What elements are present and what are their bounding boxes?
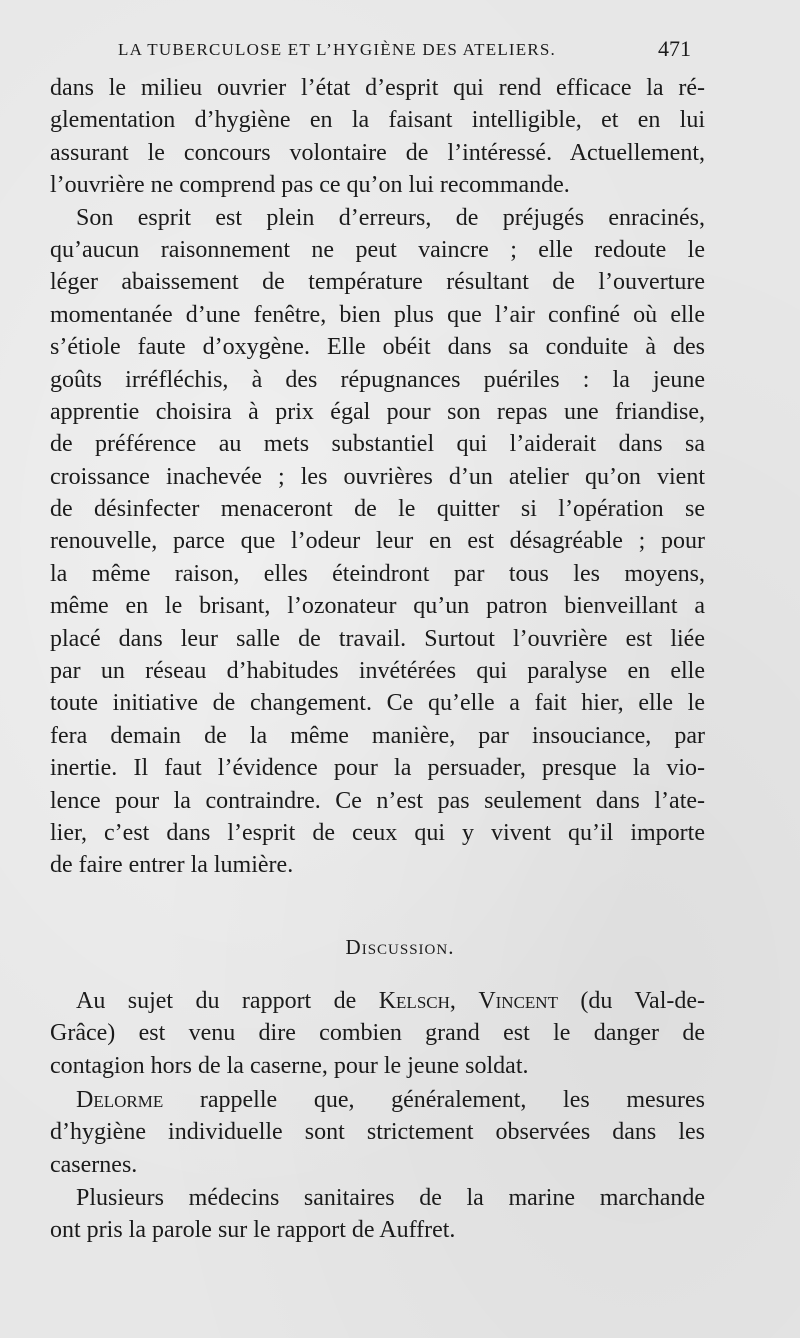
text-line: Plusieurs médecins sanitaires de la marine marchande (76, 1185, 705, 1211)
text-line: dans le milieu ouvrier l’état d’esprit qui rend efficace la ré- (50, 75, 705, 101)
section-heading-discussion: Discussion. (345, 935, 455, 959)
text-run: (du Val-de- (557, 988, 705, 1014)
text-line: d’hygiène individuelle sont strictement observées dans les (50, 1119, 705, 1146)
text-run: rappelle que, généralement, les mesures (163, 1087, 705, 1113)
text-line: apprentie choisira à prix égal pour son repas une friandise, (50, 398, 705, 425)
author-name: Delorme (76, 1087, 164, 1113)
text-line: la même raison, elles éteindront par tous les moyens, (50, 560, 705, 587)
text-line: inertie. Il faut l’évidence pour la persuader, presque la vio- (50, 755, 705, 782)
text-line: Grâce) est venu dire combien grand est le danger de (50, 1020, 705, 1047)
text-line: croissance inachevée ; les ouvrières d’un atelier qu’on vient (50, 463, 705, 490)
text-line: renouvelle, parce que l’odeur leur en est désagréable ; pour (50, 528, 705, 555)
text-line: glementation d’hygiène en la faisant intelligible, et en lui (50, 107, 705, 134)
page-number: 471 (658, 36, 691, 61)
text-line: lier, c’est dans l’esprit de ceux qui y vivent qu’il importe (50, 819, 705, 846)
text-line: de préférence au mets substantiel qui l’aiderait dans sa (50, 431, 705, 458)
paragraph-plusieurs (50, 1182, 705, 1247)
paragraph-delorme (50, 1084, 705, 1181)
text-line: s’étiole faute d’oxygène. Elle obéit dans sa conduite à des (50, 334, 705, 361)
author-name: Kelsch (378, 988, 450, 1014)
text-line: contagion hors de la caserne, pour le jeune soldat. (50, 1052, 529, 1079)
text-line: casernes. (50, 1151, 138, 1178)
text-line: léger abaissement de température résultant de l’ouverture (50, 269, 705, 296)
text-line (50, 1084, 705, 1116)
author-name: Vincent (478, 988, 558, 1014)
paragraph-kelsch (50, 985, 705, 1082)
text-run: Au sujet du rapport de (76, 988, 379, 1014)
text-line: goûts irréfléchis, à des répugnances puériles : la jeune (50, 366, 705, 393)
text-line: Son esprit est plein d’erreurs, de préjugés enracinés, (76, 204, 705, 231)
text-line: ont pris la parole sur le rapport de Auffret. (50, 1217, 456, 1244)
text-line: momentanée d’une fenêtre, bien plus que l’air confiné où elle (50, 301, 705, 328)
text-line: même en le brisant, l’ozonateur qu’un patron bienveillant a (50, 593, 705, 620)
text-line: toute initiative de changement. Ce qu’elle a fait hier, elle le (50, 690, 705, 717)
text-run: , (449, 988, 479, 1014)
text-line: fera demain de la même manière, par insouciance, par (50, 722, 705, 749)
text-line: par un réseau d’habitudes invétérées qui paralyse en elle (50, 658, 705, 685)
text-line: l’ouvrière ne comprend pas ce qu’on lui recommande. (50, 172, 570, 199)
text-line (50, 985, 705, 1017)
text-line: lence pour la contraindre. Ce n’est pas seulement dans l’ate- (50, 787, 705, 814)
text-line: qu’aucun raisonnement ne peut vaincre ; elle redoute le (50, 236, 705, 263)
text-line: assurant le concours volontaire de l’intéressé. Actuellement, (50, 139, 705, 166)
body-text (50, 72, 705, 882)
text-line: de faire entrer la lumière. (50, 852, 294, 879)
running-head: LA TUBERCULOSE ET L’HYGIÈNE DES ATELIERS. (118, 40, 557, 59)
text-line: placé dans leur salle de travail. Surtout l’ouvrière est liée (50, 625, 705, 652)
text-line: de désinfecter menaceront de le quitter si l’opération se (50, 496, 705, 523)
